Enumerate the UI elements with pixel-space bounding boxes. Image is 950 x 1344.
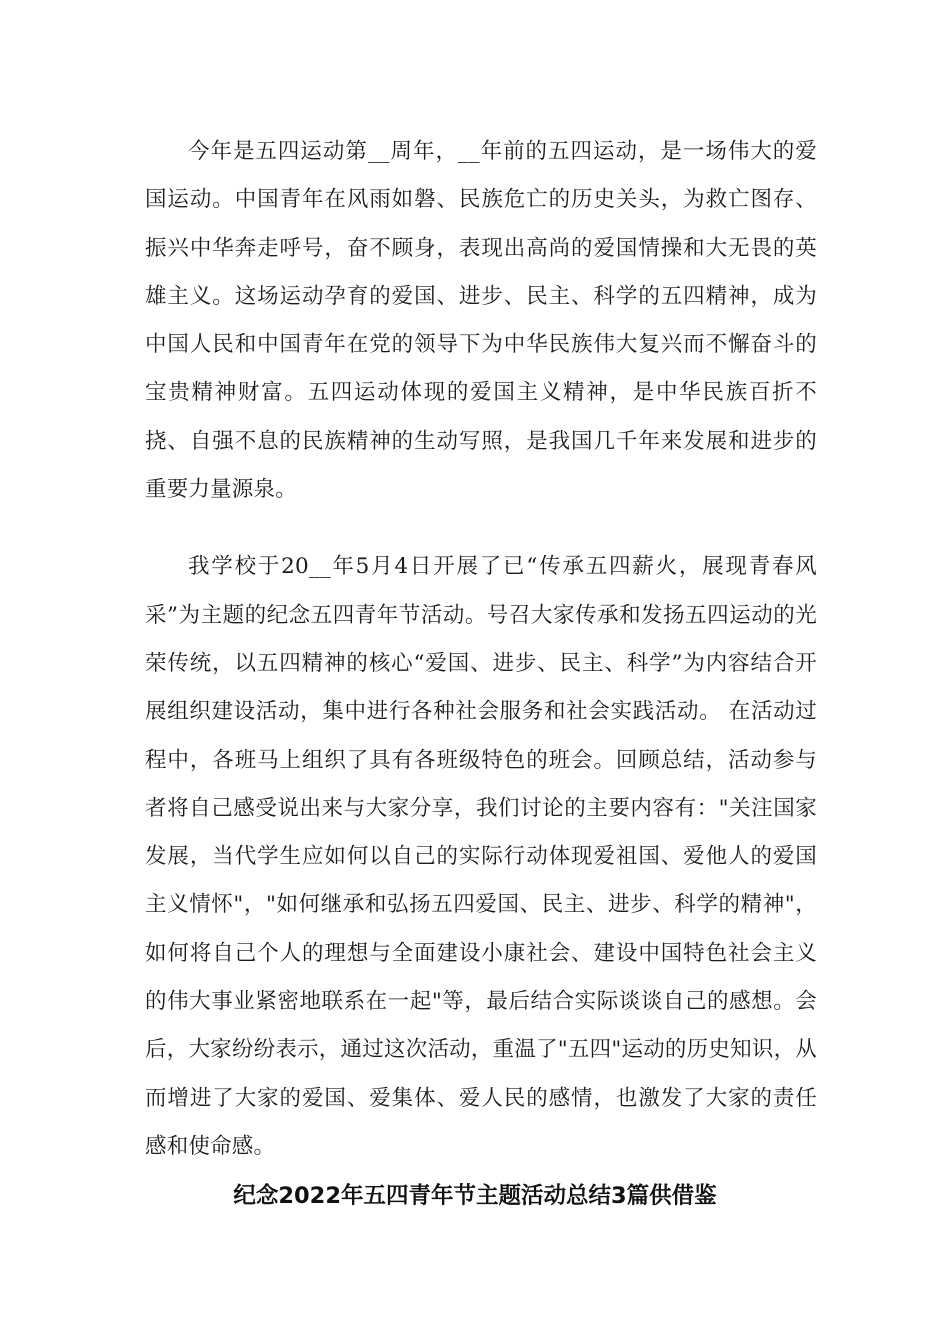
document-body (145, 128, 817, 1171)
document-title: 纪念2022年五四青年节主题活动总结3篇供借鉴 (233, 1183, 717, 1209)
paragraph-school-activity: 我学校于20__年5月4日开展了已“传承五四薪火，展现青春风采”为主题的纪念五四青年节活动。号召大家传承和发扬五四运动的光荣传统，以五四精神的核心“爱国、进步、民主、科学”为内容结合开展组织建设活动，集中进行各种社会服务和社会实践活动。 在活动过程中，各班马上组织了具有各班级特色的班会。回顾总结，活动参与者将自己感受说出来与大家分享，我们讨论的主要内容有："关注国家发展，当代学生应如何以自己的实际行动体现爱祖国、爱他人的爱国主义情怀"，"如何继承和弘扬五四爱国、民主、进步、科学的精神"，如何将自己个人的理想与全面建设小康社会、建设中国特色社会主义的伟大事业紧密地联系在一起"等，最后结合实际谈谈自己的感想。会后，大家纷纷表示，通过这次活动，重温了"五四"运动的历史知识，从而增进了大家的爱国、爱集体、爱人民的感情，也激发了大家的责任感和使命感。 (145, 554, 817, 1159)
paragraph-may-fourth-significance: 今年是五四运动第__周年，__年前的五四运动，是一场伟大的爱国运动。中国青年在风雨如磐、民族危亡的历史关头，为救亡图存、振兴中华奔走呼号，奋不顾身，表现出高尚的爱国情操和大无畏的英雄主义。这场运动孕育的爱国、进步、民主、科学的五四精神，成为中国人民和中国青年在党的领导下为中华民族伟大复兴而不懈奋斗的宝贵精神财富。五四运动体现的爱国主义精神，是中华民族百折不挠、自强不息的民族精神的生动写照，是我国几千年来发展和进步的重要力量源泉。 (145, 139, 817, 503)
